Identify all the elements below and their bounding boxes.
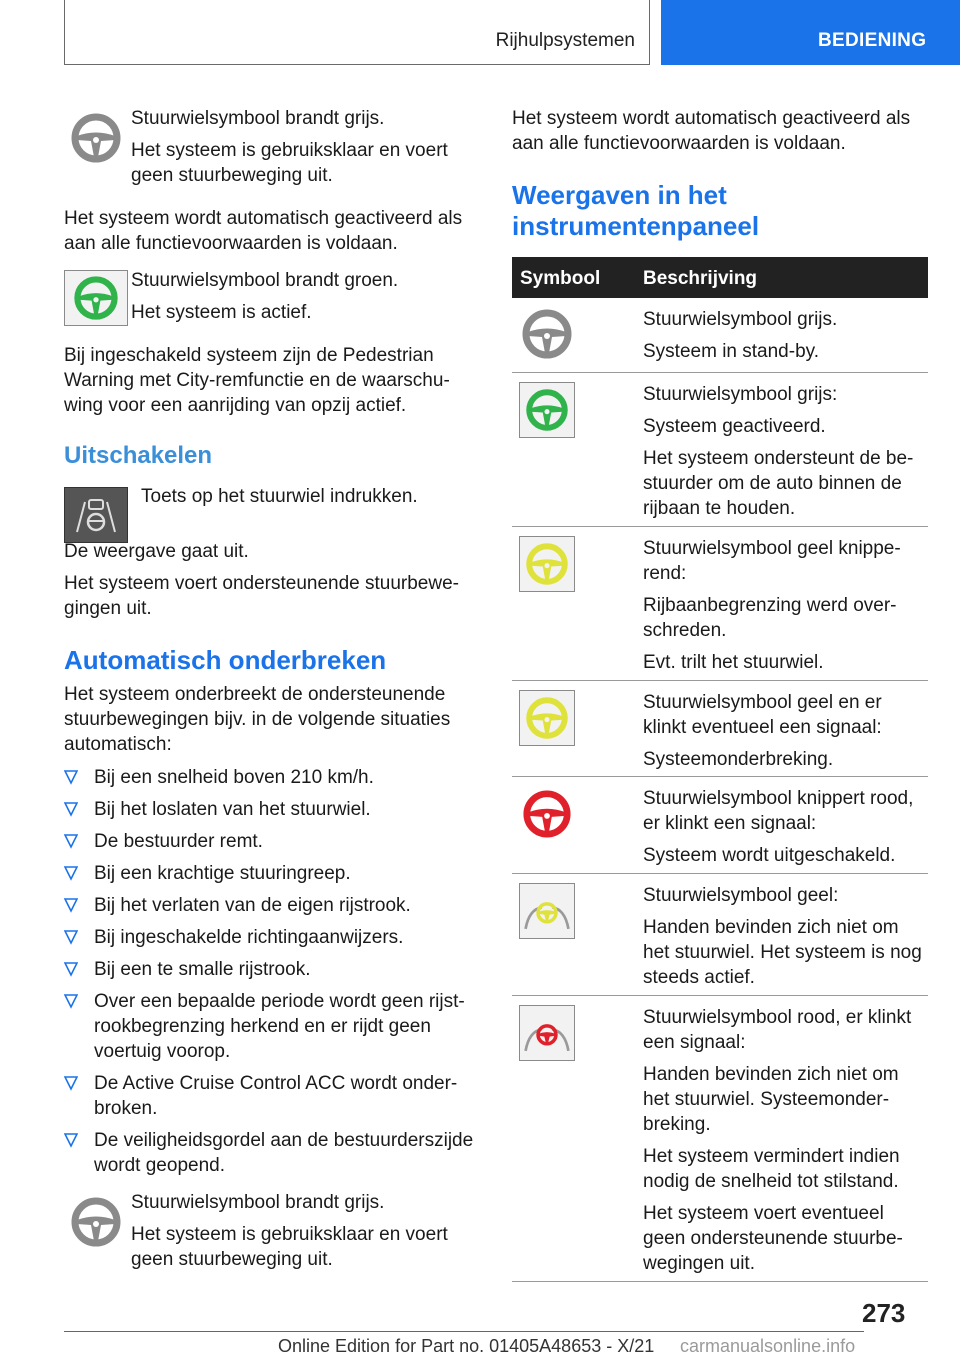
display-off-paragraph: De weergave gaat uit.	[64, 541, 249, 562]
row-divider	[512, 995, 928, 996]
lane-assist-button-icon	[64, 487, 128, 543]
steering-wheel-gray-icon	[64, 1194, 128, 1250]
triangle-bullet-icon	[64, 993, 78, 1009]
steering-wheel-yellow-icon	[519, 690, 575, 746]
row-line: Systeemonderbreking.	[643, 749, 834, 770]
icon1-line: Stuurwielsymbool brandt grijs.	[131, 108, 385, 129]
row-line: Stuurwielsymbool geel en er klinkt eventueel een signaal:	[643, 692, 882, 738]
list-item-text: Bij een snelheid boven 210 km/h.	[94, 767, 374, 788]
triangle-bullet-icon	[64, 833, 78, 849]
steering-support-paragraph: Het systeem voert ondersteunende stuurbewe-gingen uit.	[64, 573, 459, 619]
row-divider	[512, 680, 928, 681]
row-line: Stuurwielsymbool grijs:	[643, 384, 838, 405]
header-section-title: Rijhulpsystemen	[495, 30, 635, 51]
button-instruction: Toets op het stuurwiel indrukken.	[141, 486, 418, 507]
icon2-line: Stuurwielsymbool brandt groen.	[131, 270, 399, 291]
steering-wheel-red-icon	[519, 786, 575, 842]
row-line: Stuurwielsymbool rood, er klinkt een signaal:	[643, 1007, 912, 1053]
row-line: Evt. trilt het stuurwiel.	[643, 652, 824, 673]
triangle-bullet-icon	[64, 961, 78, 977]
list-item-text: Bij ingeschakelde richtingaanwijzers.	[94, 927, 404, 948]
row-line: Het systeem ondersteunt de be-stuurder om de auto binnen de rijbaan te houden.	[643, 448, 914, 519]
header-section-box	[64, 0, 650, 65]
steering-wheel-yellow-icon	[519, 536, 575, 592]
header-chapter-tab	[661, 0, 960, 65]
icon3-line: Het systeem is gebruiksklaar en voert geen stuurbeweging uit.	[131, 1224, 448, 1270]
triangle-bullet-icon	[64, 897, 78, 913]
row-line: Systeem wordt uitgeschakeld.	[643, 845, 896, 866]
footer-divider	[64, 1331, 864, 1332]
footer-edition: Online Edition for Part no. 01405A48653 - X/21	[278, 1336, 655, 1356]
icon2-description	[131, 268, 476, 325]
table-row	[643, 307, 928, 371]
page-number: 273	[862, 1298, 906, 1328]
list-item-text: De Active Cruise Control ACC wordt onder-broken.	[94, 1073, 458, 1119]
icon1-line: Het systeem is gebruiksklaar en voert geen stuurbeweging uit.	[131, 140, 448, 186]
row-divider	[512, 372, 928, 373]
table-header	[512, 257, 928, 298]
row-line: Systeem in stand-by.	[643, 341, 820, 362]
footer-watermark: carmanualsonline.info	[680, 1336, 856, 1356]
triangle-bullet-icon	[64, 801, 78, 817]
row-line: Rijbaanbegrenzing werd over-schreden.	[643, 595, 897, 641]
list-item-text: Over een bepaalde periode wordt geen rijst-rookbegrenzing herkend en er rijdt geen voertuig voorop.	[94, 991, 465, 1062]
table-row	[643, 382, 928, 528]
row-line: Handen bevinden zich niet om het stuurwiel. Het systeem is nog steeds actief.	[643, 917, 922, 988]
steering-wheel-gray-icon	[519, 306, 575, 362]
uitschakelen-heading: Uitschakelen	[64, 442, 213, 469]
table-row	[643, 883, 928, 997]
steering-wheel-green-icon	[64, 270, 128, 326]
triangle-bullet-icon	[64, 1075, 78, 1091]
list-item-text: Bij een te smalle rijstrook.	[94, 959, 311, 980]
list-item-text: Bij het loslaten van het stuurwiel.	[94, 799, 371, 820]
list-item-text: De bestuurder remt.	[94, 831, 263, 852]
row-line: Stuurwielsymbool geel:	[643, 885, 839, 906]
row-divider	[512, 526, 928, 527]
row-line: Systeem geactiveerd.	[643, 416, 826, 437]
steering-wheel-gray-icon	[64, 110, 128, 166]
auto-interrupt-heading: Automatisch onderbreken	[64, 645, 387, 675]
icon1-description	[131, 106, 476, 188]
hands-off-yellow-icon	[519, 883, 575, 939]
column-header-description: Beschrijving	[643, 268, 758, 289]
list-item-text: De veiligheidsgordel aan de bestuurderszijde wordt geopend.	[94, 1130, 474, 1176]
row-line: Handen bevinden zich niet om het stuurwiel. Systeemonder-breking.	[643, 1064, 899, 1135]
list-item-text: Bij het verlaten van de eigen rijstrook.	[94, 895, 411, 916]
triangle-bullet-icon	[64, 769, 78, 785]
table-row	[643, 786, 928, 875]
table-row	[643, 690, 928, 779]
row-line: Het systeem voert eventueel geen ondersteunende stuurbe-wegingen uit.	[643, 1203, 903, 1274]
hands-off-red-icon	[519, 1005, 575, 1061]
icon3-description	[131, 1190, 476, 1272]
pedestrian-warning-paragraph: Bij ingeschakeld systeem zijn de Pedestrian Warning met City-remfunctie en de waarschu-wing voor een aanrijding van opzij actief.	[64, 345, 450, 416]
header-chapter-title: BEDIENING	[818, 30, 927, 51]
list-item-text: Bij een krachtige stuuringreep.	[94, 863, 351, 884]
row-line: Stuurwielsymbool knippert rood, er klinkt een signaal:	[643, 788, 914, 834]
right-intro-paragraph: Het systeem wordt automatisch geactiveerd als aan alle functievoorwaarden is voldaan.	[512, 108, 911, 154]
triangle-bullet-icon	[64, 865, 78, 881]
column-header-symbol: Symbool	[520, 268, 601, 289]
row-divider	[512, 776, 928, 777]
row-line: Het systeem vermindert indien nodig de snelheid tot stilstand.	[643, 1146, 900, 1192]
row-line: Stuurwielsymbool grijs.	[643, 309, 838, 330]
table-row	[643, 1005, 928, 1283]
table-row	[643, 536, 928, 682]
icon2-line: Het systeem is actief.	[131, 302, 312, 323]
row-line: Stuurwielsymbool geel knippe-rend:	[643, 538, 901, 584]
triangle-bullet-icon	[64, 1132, 78, 1148]
row-divider	[512, 1281, 928, 1282]
activation-paragraph: Het systeem wordt automatisch geactiveerd als aan alle functievoorwaarden is voldaan.	[64, 208, 463, 254]
icon3-line: Stuurwielsymbool brandt grijs.	[131, 1192, 385, 1213]
instrument-panel-heading: Weergaven in het instrumentenpaneel	[512, 180, 760, 241]
triangle-bullet-icon	[64, 929, 78, 945]
row-divider	[512, 873, 928, 874]
steering-wheel-green-icon	[519, 382, 575, 438]
auto-interrupt-intro: Het systeem onderbreekt de ondersteunende stuurbewegingen bijv. in de volgende situaties automatisch:	[64, 684, 451, 755]
